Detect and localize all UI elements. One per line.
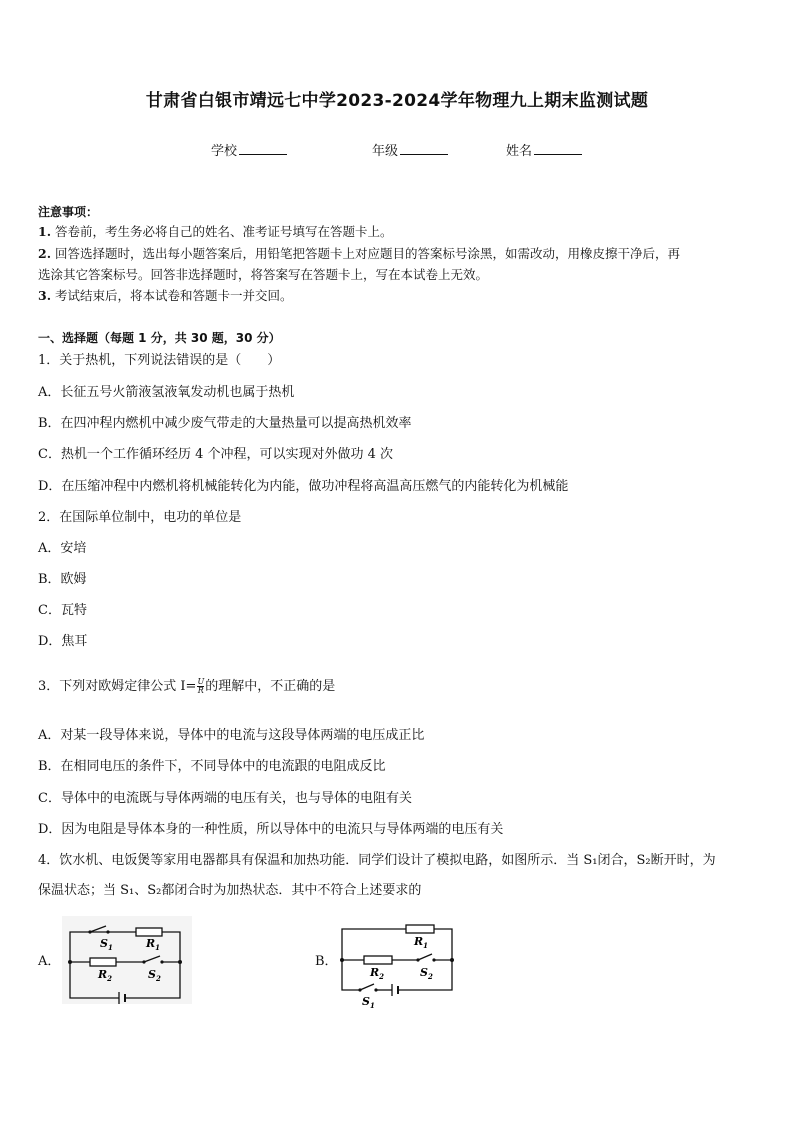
svg-text:S2: $S_2$ <box>148 968 161 983</box>
q3-stem: 3．下列对欧姆定律公式 I= $\frac{U}{R}$ 的理解中，不正确的是 <box>38 677 336 695</box>
label-r2: R <box>98 968 108 981</box>
svg-text:R1: $R_1$ <box>414 935 429 950</box>
school-blank[interactable] <box>239 142 287 155</box>
q2-stem: 2．在国际单位制中，电功的单位是 <box>38 510 242 525</box>
svg-text:S2: $S_2$ <box>420 966 433 981</box>
svg-text:S1: $S_1$ <box>362 995 375 1008</box>
section-heading: 一、选择题（每题 1 分，共 30 题，30 分） <box>38 331 281 345</box>
grade-blank[interactable] <box>400 142 448 155</box>
q1-option-b[interactable]: B．在四冲程内燃机中减少废气带走的大量热量可以提高热机效率 <box>38 416 412 431</box>
q2-option-c[interactable]: C．瓦特 <box>38 603 87 618</box>
svg-text:R2: $R_2$ <box>370 966 385 981</box>
school-label: 学校 <box>211 144 238 159</box>
svg-text:R1: $R_1$ <box>146 937 161 952</box>
label-r1: R <box>146 937 156 950</box>
q1-option-c[interactable]: C．热机一个工作循环经历 4 个冲程，可以实现对外做功 4 次 <box>38 447 394 462</box>
q3-option-a[interactable]: A．对某一段导体来说，导体中的电流与这段导体两端的电压成正比 <box>38 728 425 743</box>
label-b-s2: S <box>420 966 428 979</box>
label-b-s1: S <box>362 995 370 1008</box>
name-label: 姓名 <box>506 144 533 159</box>
ohm-fraction: $\frac{U}{R}$ <box>197 677 205 695</box>
notice-heading: 注意事项： <box>38 205 99 219</box>
q3-option-b[interactable]: B．在相同电压的条件下，不同导体中的电流跟的电阻成反比 <box>38 759 386 774</box>
page-title: 甘肃省白银市靖远七中学2023-2024学年物理九上期末监测试题 <box>145 91 649 111</box>
grade-label: 年级 <box>372 144 399 159</box>
name-field <box>506 140 582 159</box>
notice-item: 选涂其它答案标号。回答非选择题时，将答案写在答题卡上，写在本试卷上无效。 <box>38 267 489 282</box>
notice-item: 3. 考试结束后，将本试卷和答题卡一并交回。 <box>38 288 293 303</box>
school-field <box>211 140 287 159</box>
q2-option-b[interactable]: B．欧姆 <box>38 572 87 587</box>
label-b-r2: R <box>370 966 380 979</box>
notice-item: 2. 回答选择题时，选出每小题答案后，用铅笔把答题卡上对应题目的答案标号涂黑，如需改动，用橡皮擦干净后，再 <box>38 246 681 261</box>
q1-option-d[interactable]: D．在压缩冲程中内燃机将机械能转化为内能，做功冲程将高温高压燃气的内能转化为机械能 <box>38 479 569 494</box>
q4-stem-line1: 4．饮水机、电饭煲等家用电器都具有保温和加热功能．同学们设计了模拟电路，如图所示．当 S₁闭合，S₂断开时，为 <box>38 853 716 868</box>
q3-option-c[interactable]: C．导体中的电流既与导体两端的电压有关，也与导体的电阻有关 <box>38 791 412 806</box>
q1-stem: 1．关于热机，下列说法错误的是（ ） <box>38 353 281 368</box>
svg-text:S1: $S_1$ <box>100 937 113 952</box>
label-s2: S <box>148 968 156 981</box>
q3-option-d[interactable]: D．因为电阻是导体本身的一种性质，所以导体中的电流只与导体两端的电压有关 <box>38 822 504 837</box>
q4-option-b[interactable]: B． <box>315 954 338 969</box>
circuit-b-diagram <box>336 920 458 1008</box>
svg-text:R2: $R_2$ <box>98 968 113 983</box>
notice-item: 1. 答卷前，考生务必将自己的姓名、准考证号填写在答题卡上。 <box>38 224 393 239</box>
q2-option-d[interactable]: D．焦耳 <box>38 634 88 649</box>
q4-stem-line2: 保温状态；当 S₁、S₂都闭合时为加热状态．其中不符合上述要求的 <box>38 883 422 898</box>
circuit-a-diagram <box>62 916 192 1004</box>
label-s1: S <box>100 937 108 950</box>
label-b-r1: R <box>414 935 424 948</box>
q1-option-a[interactable]: A．长征五号火箭液氢液氧发动机也属于热机 <box>38 385 295 400</box>
name-blank[interactable] <box>534 142 582 155</box>
q2-option-a[interactable]: A．安培 <box>38 541 87 556</box>
grade-field <box>372 140 448 159</box>
q4-option-a[interactable]: A． <box>38 954 61 969</box>
